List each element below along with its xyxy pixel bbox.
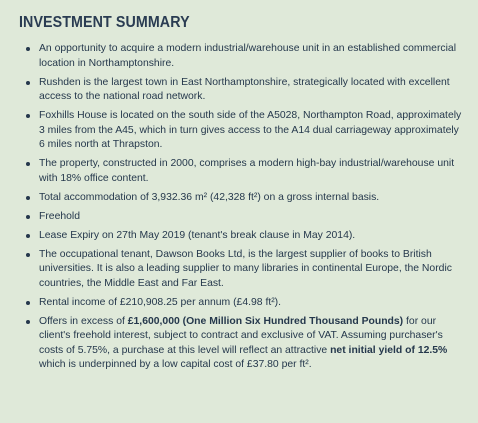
list-item xyxy=(16,76,464,105)
bullet-text-segment: Foxhills House is located on the south side of the A5028, Northampton Road, approximately 3 miles from the A45, which in turn gives access to the A14 dual carriageway approximately 6 miles north at Thrapston. xyxy=(39,110,462,150)
bullet-icon xyxy=(26,162,30,166)
bullet-text-segment: The property, constructed in 2000, comprises a modern high-bay industrial/warehouse unit with 18% office content. xyxy=(39,158,455,184)
section-title: INVESTMENT SUMMARY xyxy=(19,14,190,31)
bullet-icon xyxy=(26,196,30,200)
summary-bullet-list xyxy=(16,42,464,373)
list-item xyxy=(16,109,464,153)
bullet-text xyxy=(39,191,464,206)
bullet-icon xyxy=(26,114,30,118)
list-item xyxy=(16,157,464,186)
bullet-icon xyxy=(26,47,30,51)
bullet-text xyxy=(39,248,464,292)
bullet-icon xyxy=(26,320,30,324)
list-item xyxy=(16,191,464,206)
bullet-text-segment: Rental income of £210,908.25 per annum (£4.98 ft²). xyxy=(39,296,282,308)
bullet-text-segment: which is underpinned by a low capital cost of £37.80 per ft². xyxy=(39,359,312,370)
bullet-text xyxy=(39,210,464,225)
list-item xyxy=(16,248,464,292)
bullet-icon xyxy=(26,81,30,85)
bullet-text-bold: £1,600,000 (One Million Six Hundred Thousand Pounds) xyxy=(127,315,404,327)
bullet-icon xyxy=(26,215,30,219)
list-item xyxy=(16,229,464,244)
bullet-text-segment: Total accommodation of 3,932.36 m² (42,328 ft²) on a gross internal basis. xyxy=(39,191,380,203)
bullet-text xyxy=(39,109,464,153)
bullet-text-bold: net initial yield of 12.5% xyxy=(330,344,448,356)
bullet-text-segment: for our client's freehold interest, subject to contract and exclusive of VAT. Assuming purchaser's costs of 5.75%, a purchase at this level will reflect an attractive xyxy=(39,315,443,356)
list-item xyxy=(16,42,464,71)
bullet-text-segment: Rushden is the largest town in East Northamptonshire, strategically located with excellent access to the national road network. xyxy=(39,76,450,102)
bullet-text xyxy=(39,157,464,186)
bullet-text xyxy=(39,42,464,71)
bullet-icon xyxy=(26,253,30,257)
list-item xyxy=(16,210,464,225)
bullet-text xyxy=(39,76,464,105)
bullet-text xyxy=(39,315,464,373)
bullet-text-segment: Freehold xyxy=(39,210,81,222)
bullet-text xyxy=(39,229,464,244)
list-item xyxy=(16,315,464,373)
list-item xyxy=(16,296,464,311)
bullet-text-segment: Lease Expiry on 27th May 2019 (tenant's break clause in May 2014). xyxy=(39,229,356,241)
bullet-icon xyxy=(26,301,30,305)
bullet-text-segment: An opportunity to acquire a modern industrial/warehouse unit in an established commercial location in Northamptonshire. xyxy=(39,43,457,69)
bullet-icon xyxy=(26,234,30,238)
bullet-text-segment: The occupational tenant, Dawson Books Ltd, is the largest supplier of books to British universities. It is also a leading supplier to many libraries in continental Europe, the Nordic countries, the Middle East and Far East. xyxy=(39,248,452,289)
bullet-text xyxy=(39,296,464,311)
bullet-text-segment: Offers in excess of xyxy=(39,315,128,327)
